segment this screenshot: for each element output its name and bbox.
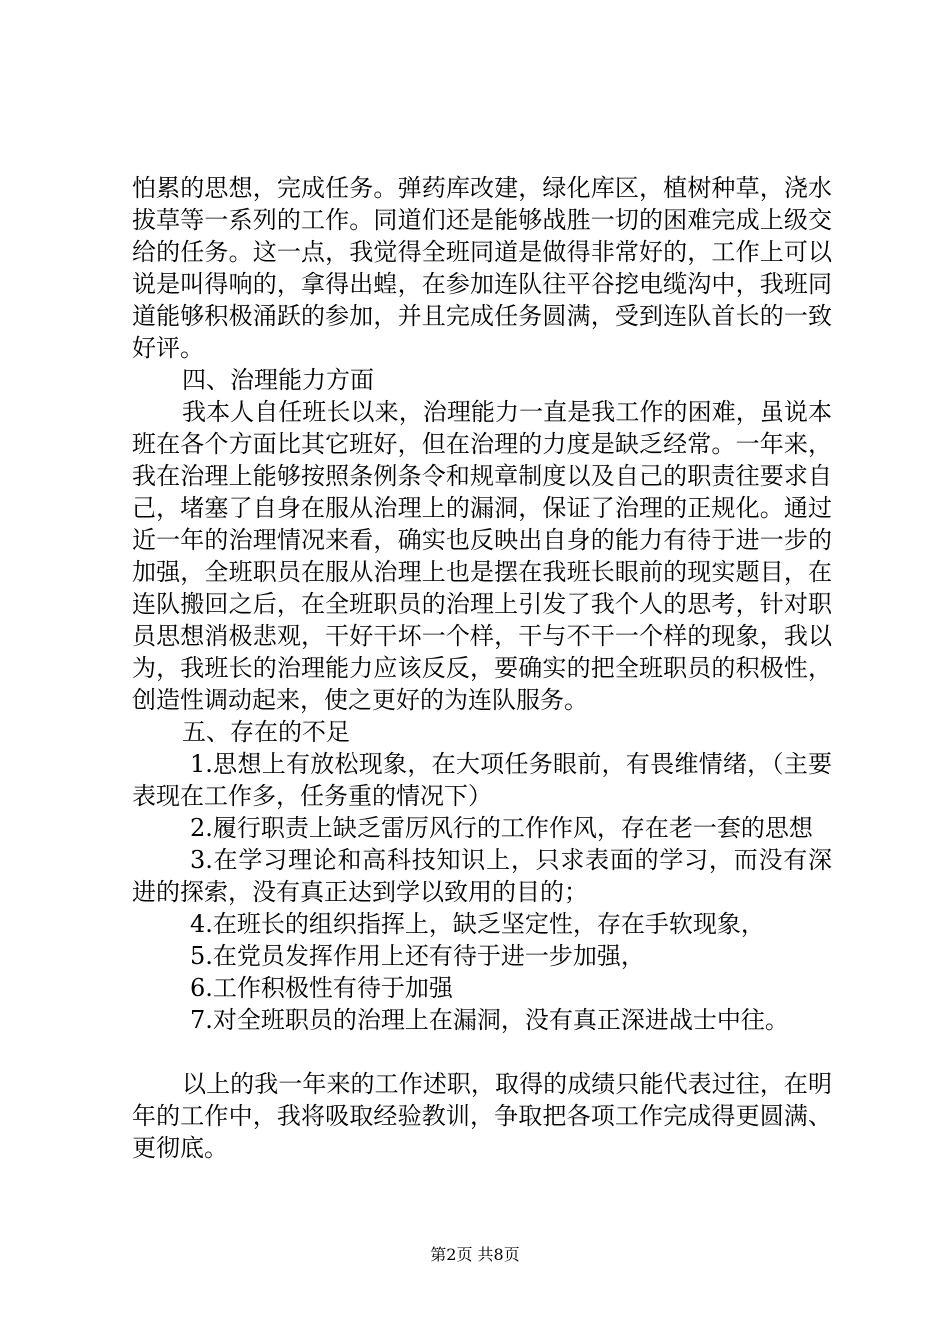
document-body xyxy=(132,172,832,1164)
list-item: 4.在班长的组织指挥上，缺乏坚定性，存在手软现象， xyxy=(190,910,765,938)
page-number: 第2页 共8页 xyxy=(430,1245,520,1264)
paragraph-closing: 以上的我一年来的工作述职，取得的成绩只能代表过往，在明年的工作中，我将吸取经验教训，争取把各项工作完成得更圆满、更彻底。 xyxy=(132,1070,832,1162)
section-heading-4: 四、治理能力方面 xyxy=(182,366,374,394)
list-item: 1.思想上有放松现象，在大项任务眼前，有畏维情绪，（主要表现在工作多，任务重的情况下） xyxy=(132,750,832,810)
list-item: 6.工作积极性有待于加强 xyxy=(190,974,453,1002)
section-heading-5: 五、存在的不足 xyxy=(182,718,350,746)
list-item: 3.在学习理论和高科技知识上，只求表面的学习，而没有深进的探索，没有真正达到学以致用的目的； xyxy=(132,846,832,906)
paragraph-management: 我本人自任班长以来，治理能力一直是我工作的困难，虽说本班在各个方面比其它班好，但在治理的力度是缺乏经常。一年来，我在治理上能够按照条例条令和规章制度以及自己的职责往要求自己，堵塞了自身在服从治理上的漏洞，保证了治理的正规化。通过近一年的治理情况来看，确实也反映出自身的能力有待于进一步的加强，全班职员在服从治理上也是摆在我班长眼前的现实题目，在连队搬回之后，在全班职员的治理上引发了我个人的思考，针对职员思想消极悲观，干好干坏一个样，干与不干一个样的现象，我以为，我班长的治理能力应该反反，要确实的把全班职员的积极性，创造性调动起来，使之更好的为连队服务。 xyxy=(132,398,832,714)
list-item: 2.履行职责上缺乏雷厉风行的工作作风，存在老一套的思想 xyxy=(190,814,813,842)
list-item: 5.在党员发挥作用上还有待于进一步加强， xyxy=(190,942,645,970)
blank-line xyxy=(132,1036,832,1068)
paragraph-continued: 怕累的思想，完成任务。弹药库改建，绿化库区，植树种草，浇水拔草等一系列的工作。同道们还是能够战胜一切的困难完成上级交给的任务。这一点，我觉得全班同道是做得非常好的，工作上可以说是叫得响的，拿得出蝗，在参加连队往平谷挖电缆沟中，我班同道能够积极涌跃的参加，并且完成任务圆满，受到连队首长的一致好评。 xyxy=(132,174,832,362)
list-item: 7.对全班职员的治理上在漏洞，没有真正深进战士中往。 xyxy=(190,1006,789,1034)
